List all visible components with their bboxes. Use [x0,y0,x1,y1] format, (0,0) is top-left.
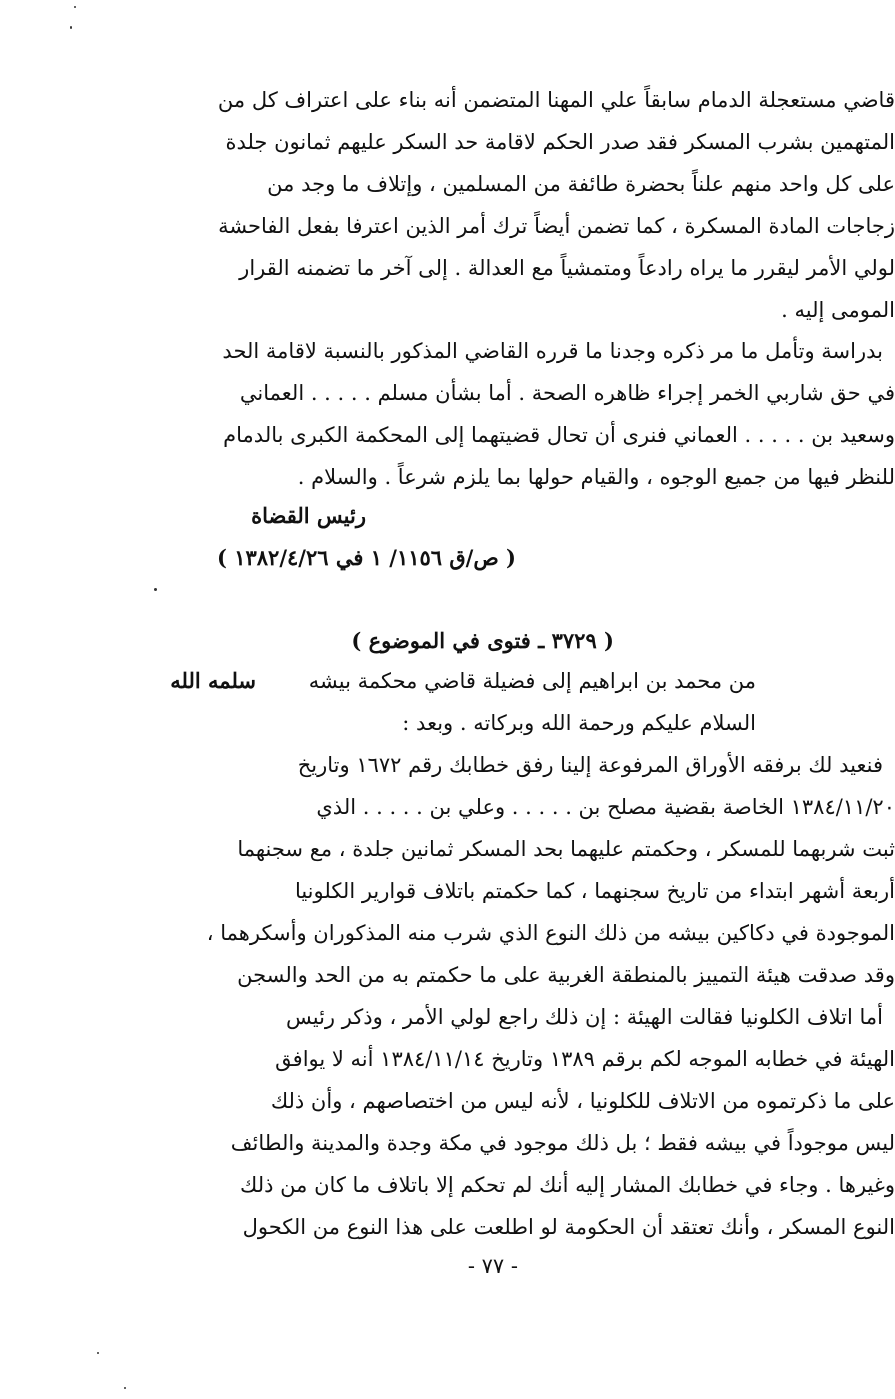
scan-speck [74,6,76,8]
text-line: وغيرها . وجاء في خطابك المشار إليه أنك لم تحكم إلا باتلاف ما كان من ذلك [240,1173,895,1197]
text-line: في حق شاربي الخمر إجراء ظاهره الصحة . أما بشأن مسلم . . . . . العماني [239,381,895,405]
text-line: أربعة أشهر ابتداء من تاريخ سجنهما ، كما حكمتم باتلاف قوارير الكلونيا [294,879,895,903]
fatwa-blessing: سلمه الله [170,668,256,693]
reference-number: ( ص/ق ١١٥٦/ ١ في ١٣٨٢/٤/٢٦ ) [216,545,516,570]
text-line: أما اتلاف الكلونيا فقالت الهيئة : إن ذلك راجع لولي الأمر ، وذكر رئيس [285,1005,883,1029]
signature: رئيس القضاة [251,503,366,528]
text-line: المومى إليه . [781,298,895,322]
fatwa-greeting: السلام عليكم ورحمة الله وبركاته . وبعد : [402,711,756,735]
text-line: وقد صدقت هيئة التمييز بالمنطقة الغربية على ما حكمتم به من الحد والسجن [237,963,895,987]
fatwa-title: ( ٣٧٢٩ ـ فتوى في الموضوع ) [351,628,614,653]
page-number: - ٧٧ - [467,1254,518,1278]
text-line: على كل واحد منهم علناً بحضرة طائفة من المسلمين ، وإتلاف ما وجد من [267,172,895,196]
scan-speck [124,1387,126,1389]
fatwa-paragraph-1 [157,744,895,996]
scan-speck [154,588,157,591]
text-line: وسعيد بن . . . . . العماني فنرى أن تحال قضيتهما إلى المحكمة الكبرى بالدمام [223,423,895,447]
text-line: بدراسة وتأمل ما مر ذكره وجدنا ما قرره القاضي المذكور بالنسبة لاقامة الحد [222,339,883,363]
section1-paragraph [157,79,895,331]
text-line: فنعيد لك برفقه الأوراق المرفوعة إلينا رفق خطابك رقم ١٦٧٢ وتاريخ [297,753,883,777]
fatwa-paragraph-2 [157,996,895,1248]
text-line: على ما ذكرتموه من الاتلاف للكلونيا ، لأنه ليس من اختصاصهم ، وأن ذلك [270,1089,895,1113]
section2-paragraph [157,330,895,498]
text-line: قاضي مستعجلة الدمام سابقاً علي المهنا المتضمن أنه بناء على اعتراف كل من [217,88,895,112]
text-line: ١٣٨٤/١١/٢٠ الخاصة بقضية مصلح بن . . . . . وعلي بن . . . . . الذي [316,795,895,819]
text-line: المتهمين بشرب المسكر فقد صدر الحكم لاقامة حد السكر عليهم ثمانون جلدة [225,130,895,154]
text-line: النوع المسكر ، وأنك تعتقد أن الحكومة لو اطلعت على هذا النوع من الكحول [242,1215,895,1239]
scan-speck [97,1352,99,1354]
text-line: لولي الأمر ليقرر ما يراه رادعاً ومتمشياً مع العدالة . إلى آخر ما تضمنه القرار [239,256,895,280]
text-line: الموجودة في دكاكين بيشه من ذلك النوع الذي شرب منه المذكوران وأسكرهما ، [206,921,895,945]
scan-speck [70,26,72,29]
text-line: ثبت شربهما للمسكر ، وحكمتم عليهما بحد المسكر ثمانين جلدة ، مع سجنهما [237,837,895,861]
text-line: الهيئة في خطابه الموجه لكم برقم ١٣٨٩ وتاريخ ١٣٨٤/١١/١٤ أنه لا يوافق [275,1047,895,1071]
text-line: ليس موجوداً في بيشه فقط ؛ بل ذلك موجود في مكة وجدة والمدينة والطائف [230,1131,895,1155]
fatwa-addressee: من محمد بن ابراهيم إلى فضيلة قاضي محكمة بيشه [308,669,756,693]
text-line: للنظر فيها من جميع الوجوه ، والقيام حولها بما يلزم شرعاً . والسلام . [297,465,895,489]
text-line: زجاجات المادة المسكرة ، كما تضمن أيضاً ترك أمر الذين اعترفا بفعل الفاحشة [218,214,895,238]
